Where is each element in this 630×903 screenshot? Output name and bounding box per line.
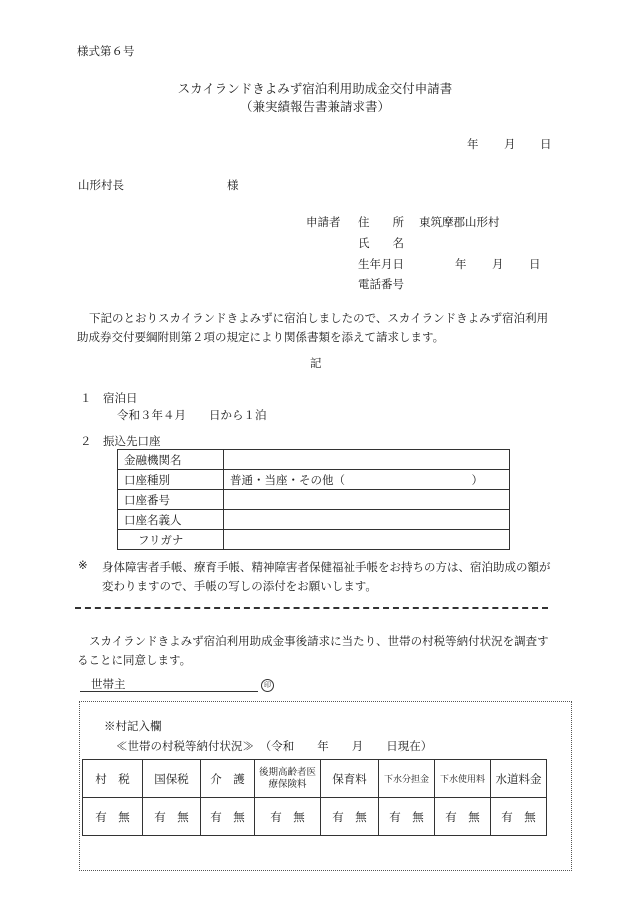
section1-title: 宿泊日 xyxy=(103,391,138,405)
column-header: 下水分担金 xyxy=(379,760,435,798)
status-cell[interactable]: 有 無 xyxy=(201,798,255,836)
column-header: 保育料 xyxy=(321,760,379,798)
column-header: 国保税 xyxy=(143,760,201,798)
column-header: 下水使用料 xyxy=(435,760,491,798)
village-box-heading: ※村記入欄 xyxy=(104,719,162,733)
seal-icon: 印 xyxy=(261,679,274,692)
note-mark: ※ xyxy=(78,558,88,572)
furigana-field[interactable] xyxy=(224,530,510,550)
tax-status-subtitle: ≪世帯の村税等納付状況≫ （令和 年 月 日現在） xyxy=(116,739,433,753)
status-cell[interactable]: 有 無 xyxy=(435,798,491,836)
birthdate-label: 生年月日 xyxy=(358,257,404,271)
table-row xyxy=(118,470,510,490)
account-label: フリガナ xyxy=(118,530,224,550)
table-row xyxy=(118,510,510,530)
account-label: 金融機関名 xyxy=(118,450,224,470)
bank-name-field[interactable] xyxy=(224,450,510,470)
date-year-label: 年 xyxy=(467,137,479,151)
form-subtitle: （兼実績報告書兼請求書） xyxy=(239,99,390,114)
account-table xyxy=(117,449,510,550)
tax-status-table xyxy=(82,759,547,836)
birth-year-label: 年 xyxy=(455,257,467,271)
householder-label: 世帯主 xyxy=(91,677,126,691)
column-header: 介 護 xyxy=(201,760,255,798)
cut-line-divider xyxy=(75,607,548,609)
birth-month-label: 月 xyxy=(492,257,504,271)
account-number-field[interactable] xyxy=(224,490,510,510)
birth-day-label: 日 xyxy=(529,257,541,271)
addressee-name: 山形村長 xyxy=(78,178,124,192)
column-header: 後期高齢者医療保険料 xyxy=(255,760,321,798)
table-row xyxy=(118,450,510,470)
status-cell[interactable]: 有 無 xyxy=(83,798,143,836)
status-cell[interactable]: 有 無 xyxy=(379,798,435,836)
column-header: 村 税 xyxy=(83,760,143,798)
address-label: 住 所 xyxy=(358,215,404,229)
date-month-label: 月 xyxy=(504,137,516,151)
note-text: 身体障害者手帳、療育手帳、精神障害者保健福祉手帳をお持ちの方は、宿泊助成の額が変わりますので、手帳の写しの添付をお願いします。 xyxy=(102,560,551,593)
account-type-field[interactable]: 普通・当座・その他（ ） xyxy=(224,470,510,490)
address-value: 東筑摩郡山形村 xyxy=(419,215,500,229)
status-cell[interactable]: 有 無 xyxy=(255,798,321,836)
account-label: 口座種別 xyxy=(118,470,224,490)
name-label: 氏 名 xyxy=(358,236,404,250)
phone-label: 電話番号 xyxy=(358,277,404,291)
ki-heading: 記 xyxy=(310,356,322,370)
status-cell[interactable]: 有 無 xyxy=(143,798,201,836)
section2-title: 振込先口座 xyxy=(103,434,161,448)
account-holder-field[interactable] xyxy=(224,510,510,530)
section2-number: ２ xyxy=(80,434,92,448)
status-cell[interactable]: 有 無 xyxy=(321,798,379,836)
status-cell[interactable]: 有 無 xyxy=(491,798,547,836)
date-day-label: 日 xyxy=(540,137,552,151)
account-label: 口座番号 xyxy=(118,490,224,510)
form-title: スカイランドきよみず宿泊利用助成金交付申請書 xyxy=(177,81,453,96)
stay-date-detail: 令和３年４月 日から１泊 xyxy=(117,408,267,422)
addressee-honorific: 様 xyxy=(227,178,239,192)
column-header: 水道料金 xyxy=(491,760,547,798)
table-row xyxy=(118,530,510,550)
table-row xyxy=(118,490,510,510)
table-row xyxy=(83,798,547,836)
applicant-label: 申請者 xyxy=(306,215,341,229)
consent-paragraph: スカイランドきよみず宿泊利用助成金事後請求に当たり、世帯の村税等納付状況を調査することに同意します。 xyxy=(77,634,549,667)
table-row xyxy=(83,760,547,798)
account-label: 口座名義人 xyxy=(118,510,224,530)
section1-number: １ xyxy=(80,391,92,405)
householder-signature-line[interactable] xyxy=(80,691,258,692)
intro-paragraph: 下記のとおりスカイランドきよみずに宿泊しましたので、スカイランドきよみず宿泊利用助成券交付要綱附則第２項の規定により関係書類を添えて請求します。 xyxy=(77,311,549,344)
form-number: 様式第６号 xyxy=(77,44,135,58)
